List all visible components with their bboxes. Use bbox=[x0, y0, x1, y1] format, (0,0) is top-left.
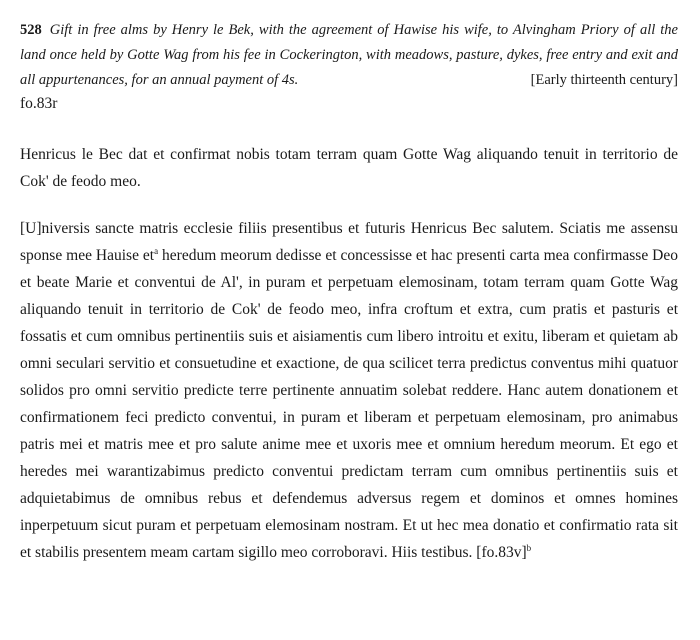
footnote-marker-a: a bbox=[154, 245, 159, 256]
entry-number: 528 bbox=[20, 22, 42, 38]
folio-reference: fo.83r bbox=[20, 95, 58, 112]
document-page bbox=[20, 18, 678, 566]
charter-text-part1: [U]niversis sancte matris ecclesie filiis presentibus et futuris Henricus Bec salutem. Sciatis me assensu sponse mee Hauise et bbox=[20, 220, 678, 264]
charter-text-part2: heredum meorum dedisse et concessisse et hac presenti carta mea confirmasse Deo et beate Marie et conventui de Al', in puram et perpetuam elemosinam, totam terram quam Gotte Wag aliquando tenuit in territorio de Cok' de feodo meo, infra croftum et extra, cum pratis et pasturis et fossatis et cum omnibus pertinentiis suis et aisiamentis cum libero introitu et exitu, liberam et quietam ab omni seculari servitio et consuetudine et exactione, de qua scilicet terra predictus conventus mihi quatuor solidos pro omni servitio predicte terre pertinente annuatim solebat reddere. Hanc autem donationem et confirmationem feci predicto conventui, in puram et liberam et perpetuam elemosinam, pro animabus patris mei et matris mee et pro salute anime mee et uxoris mee et omnium heredum meorum. Et ego et heredes mei warantizabimus predicto conventui predictam terram cum omnibus pertinentiis suis et adquietabimus de omnibus rebus et defendemus adversus regem et dominos et omnes homines inperpetuum sicut puram et perpetuam elemosinam nostram. Et ut hec mea donatio et confirmatio rata sit et stabilis presentem meam cartam sigillo meo corroboravi. Hiis testibus. [fo.83v] bbox=[20, 247, 678, 561]
charter-text bbox=[20, 215, 678, 566]
entry-heading-text: Gift in free alms by Henry le Bek, with the agreement of Hawise his wife, to Alvingham Priory of all the land once held by Gotte Wag from his fee in Cockerington, with meadows, pasture, dykes, free entry and exit and all appurtenances, for an annual payment of 4s. bbox=[20, 22, 678, 88]
summary-paragraph: Henricus le Bec dat et confirmat nobis totam terram quam Gotte Wag aliquando tenuit in territorio de Cok' de feodo meo. bbox=[20, 146, 678, 190]
entry-heading bbox=[20, 18, 678, 93]
footnote-marker-b: b bbox=[526, 542, 532, 553]
entry-date: [Early thirteenth century] bbox=[530, 72, 678, 88]
